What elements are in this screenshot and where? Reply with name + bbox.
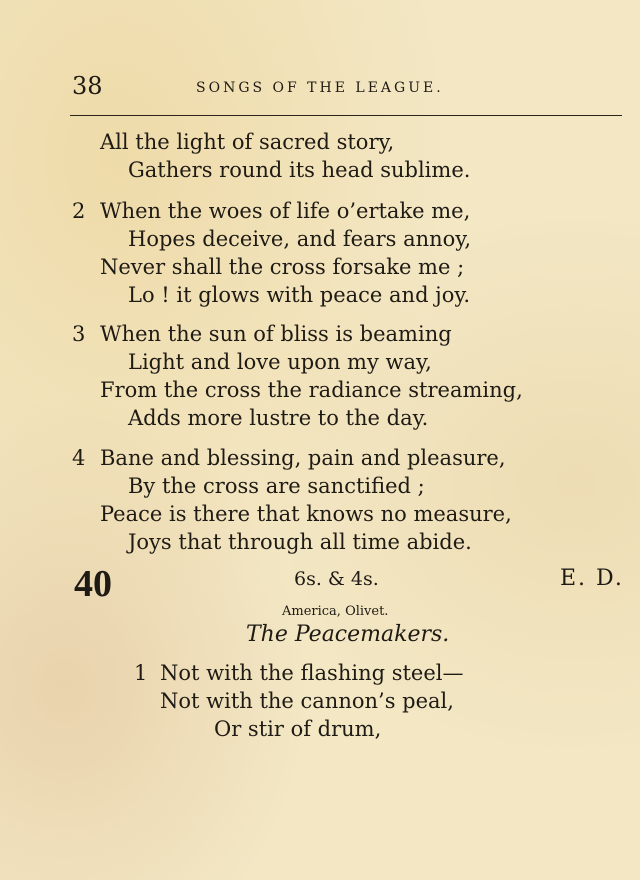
verse-line: Light and love upon my way, <box>128 350 432 374</box>
verse-line: Bane and blessing, pain and pleasure, <box>100 446 506 470</box>
hymn-tunes: America, Olivet. <box>282 604 389 619</box>
verse-number: 1 <box>134 661 148 685</box>
hymn-line: Not with the cannon’s peal, <box>160 689 454 713</box>
verse-line: Joys that through all time abide. <box>128 530 472 554</box>
running-head: SONGS OF THE LEAGUE. <box>196 80 444 96</box>
hymn-number: 40 <box>74 563 112 605</box>
page-number: 38 <box>72 72 103 100</box>
hymn-line: Or stir of drum, <box>214 717 382 741</box>
continued-line: Gathers round its head sublime. <box>128 158 471 182</box>
verse-line: Never shall the cross forsake me ; <box>100 255 465 279</box>
verse-line: Lo ! it glows with peace and joy. <box>128 283 471 307</box>
verse-line: Peace is there that knows no measure, <box>100 502 512 526</box>
verse-line: Adds more lustre to the day. <box>128 406 429 430</box>
continued-line: All the light of sacred story, <box>100 130 395 154</box>
hymn-line: Not with the flashing steel— <box>160 661 464 685</box>
verse-line: When the sun of bliss is beaming <box>100 322 452 346</box>
verse-number: 2 <box>72 199 86 223</box>
verse-number: 4 <box>72 446 86 470</box>
hymn-mark: E. D. <box>560 566 624 591</box>
verse-line: When the woes of life o’ertake me, <box>100 199 471 223</box>
verse-line: By the cross are sanctified ; <box>128 474 425 498</box>
header-rule <box>70 115 622 116</box>
hymn-title: The Peacemakers. <box>246 622 450 647</box>
hymn-meter: 6s. & 4s. <box>294 568 379 590</box>
verse-number: 3 <box>72 322 86 346</box>
verse-line: Hopes deceive, and fears annoy, <box>128 227 472 251</box>
verse-line: From the cross the radiance streaming, <box>100 378 523 402</box>
